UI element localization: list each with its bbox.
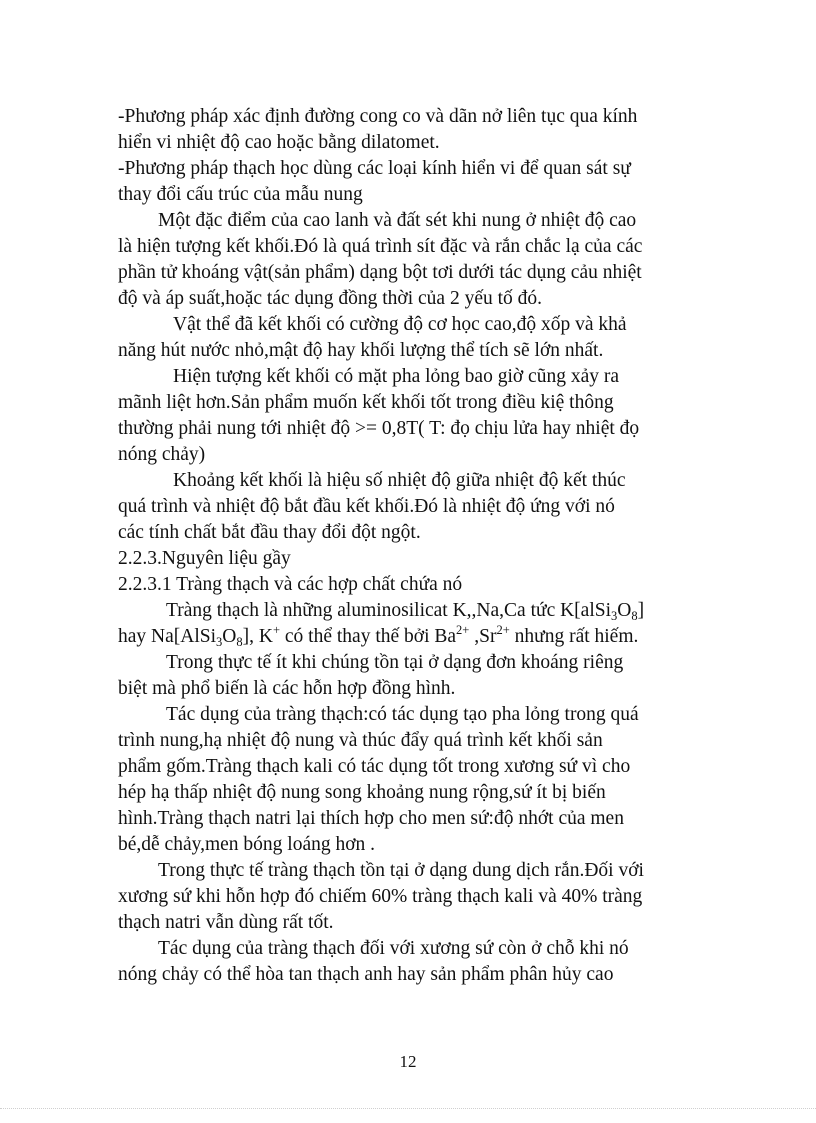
text-line: trình nung,hạ nhiệt độ nung và thúc đẩy quá trình kết khối sản xyxy=(118,730,603,751)
text-line: -Phương pháp xác định đường cong co và dãn nở liên tục qua kính xyxy=(118,106,638,127)
text-line: Tác dụng của tràng thạch đối với xương sứ còn ở chỗ khi nó xyxy=(158,938,629,959)
text-line: xương sứ khi hỗn hợp đó chiếm 60% tràng thạch kali và 40% tràng xyxy=(118,886,643,907)
text-line: nóng chảy) xyxy=(118,444,206,465)
text-line: Khoảng kết khối là hiệu số nhiệt độ giữa nhiệt độ kết thúc xyxy=(173,470,626,491)
superscript: + xyxy=(272,623,281,637)
superscript: 2+ xyxy=(456,623,470,637)
text-line: Hiện tượng kết khối có mặt pha lỏng bao giờ cũng xảy ra xyxy=(173,366,620,387)
text-line: phẩm gốm.Tràng thạch kali có tác dụng tốt trong xương sứ vì cho xyxy=(118,756,631,777)
text-line: Vật thể đã kết khối có cường độ cơ học cao,độ xốp và khả xyxy=(173,314,627,335)
formula-text: nhưng rất hiếm. xyxy=(509,626,639,647)
formula-text: ,Sr xyxy=(469,626,497,647)
text-line: độ và áp suất,hoặc tác dụng đồng thời của 2 yếu tố đó. xyxy=(118,288,543,309)
text-line: Một đặc điểm của cao lanh và đất sét khi nung ở nhiệt độ cao xyxy=(158,210,637,231)
text-line: -Phương pháp thạch học dùng các loại kính hiển vi để quan sát sự xyxy=(118,158,631,179)
formula-text: O xyxy=(222,626,237,647)
formula-text: O xyxy=(617,600,632,621)
text-line: là hiện tượng kết khối.Đó là quá trình sít đặc và rắn chắc lạ của các xyxy=(118,236,643,257)
text-line: Trong thực tế tràng thạch tồn tại ở dạng dung dịch rắn.Đối với xyxy=(158,860,644,881)
body-text xyxy=(118,104,700,988)
page-edge-divider xyxy=(0,1108,816,1109)
text-line: bé,dễ chảy,men bóng loáng hơn . xyxy=(118,834,376,855)
text-line: mãnh liệt hơn.Sản phẩm muốn kết khối tốt trong điều kiệ thông xyxy=(118,392,614,413)
formula-text: ] xyxy=(637,600,645,621)
subscript: 3 xyxy=(216,635,223,649)
text-line: hiển vi nhiệt độ cao hoặc bằng dilatomet. xyxy=(118,132,440,153)
text-line: thay đổi cấu trúc của mẫu nung xyxy=(118,184,363,205)
formula-text: hay Na[AlSi xyxy=(118,626,217,647)
text-line: các tính chất bắt đầu thay đổi đột ngột. xyxy=(118,522,421,543)
text-line: năng hút nước nhỏ,mật độ hay khối lượng thể tích sẽ lớn nhất. xyxy=(118,340,604,361)
subscript: 8 xyxy=(631,609,638,623)
text-line: thường phải nung tới nhiệt độ >= 0,8T( T: đọ chịu lửa hay nhiệt đọ xyxy=(118,418,640,439)
text-line: Tác dụng của tràng thạch:có tác dụng tạo pha lỏng trong quá xyxy=(166,704,639,725)
text-line: hép hạ thấp nhiệt độ nung song khoảng nung rộng,sứ ít bị biến xyxy=(118,782,606,803)
text-line: Trong thực tế ít khi chúng tồn tại ở dạng đơn khoáng riêng xyxy=(166,652,624,673)
subsection-heading: 2.2.3.1 Tràng thạch và các hợp chất chứa nó xyxy=(118,574,463,595)
section-heading: 2.2.3.Nguyên liệu gầy xyxy=(118,548,291,569)
formula-line xyxy=(118,598,700,624)
text-line: phần tử khoáng vật(sản phẩm) dạng bột tơi dưới tác dụng cảu nhiệt xyxy=(118,262,642,283)
text-line: biệt mà phổ biến là các hỗn hợp đồng hình. xyxy=(118,678,456,699)
formula-text: Tràng thạch là những aluminosilicat K,,Na,Ca tức K[alSi xyxy=(166,600,612,621)
formula-text: có thể thay thế bởi Ba xyxy=(280,626,457,647)
subscript: 3 xyxy=(611,609,618,623)
page-number: 12 xyxy=(399,1052,417,1071)
formula-text: ], K xyxy=(242,626,273,647)
text-line: quá trình và nhiệt độ bắt đầu kết khối.Đó là nhiệt độ ứng với nó xyxy=(118,496,615,517)
formula-line xyxy=(118,624,700,650)
subscript: 8 xyxy=(236,635,243,649)
text-line: hình.Tràng thạch natri lại thích hợp cho men sứ:độ nhớt của men xyxy=(118,808,624,829)
text-line: thạch natri vẫn dùng rất tốt. xyxy=(118,912,334,933)
superscript: 2+ xyxy=(496,623,510,637)
text-line: nóng chảy có thể hòa tan thạch anh hay sản phẩm phân hủy cao xyxy=(118,964,614,985)
